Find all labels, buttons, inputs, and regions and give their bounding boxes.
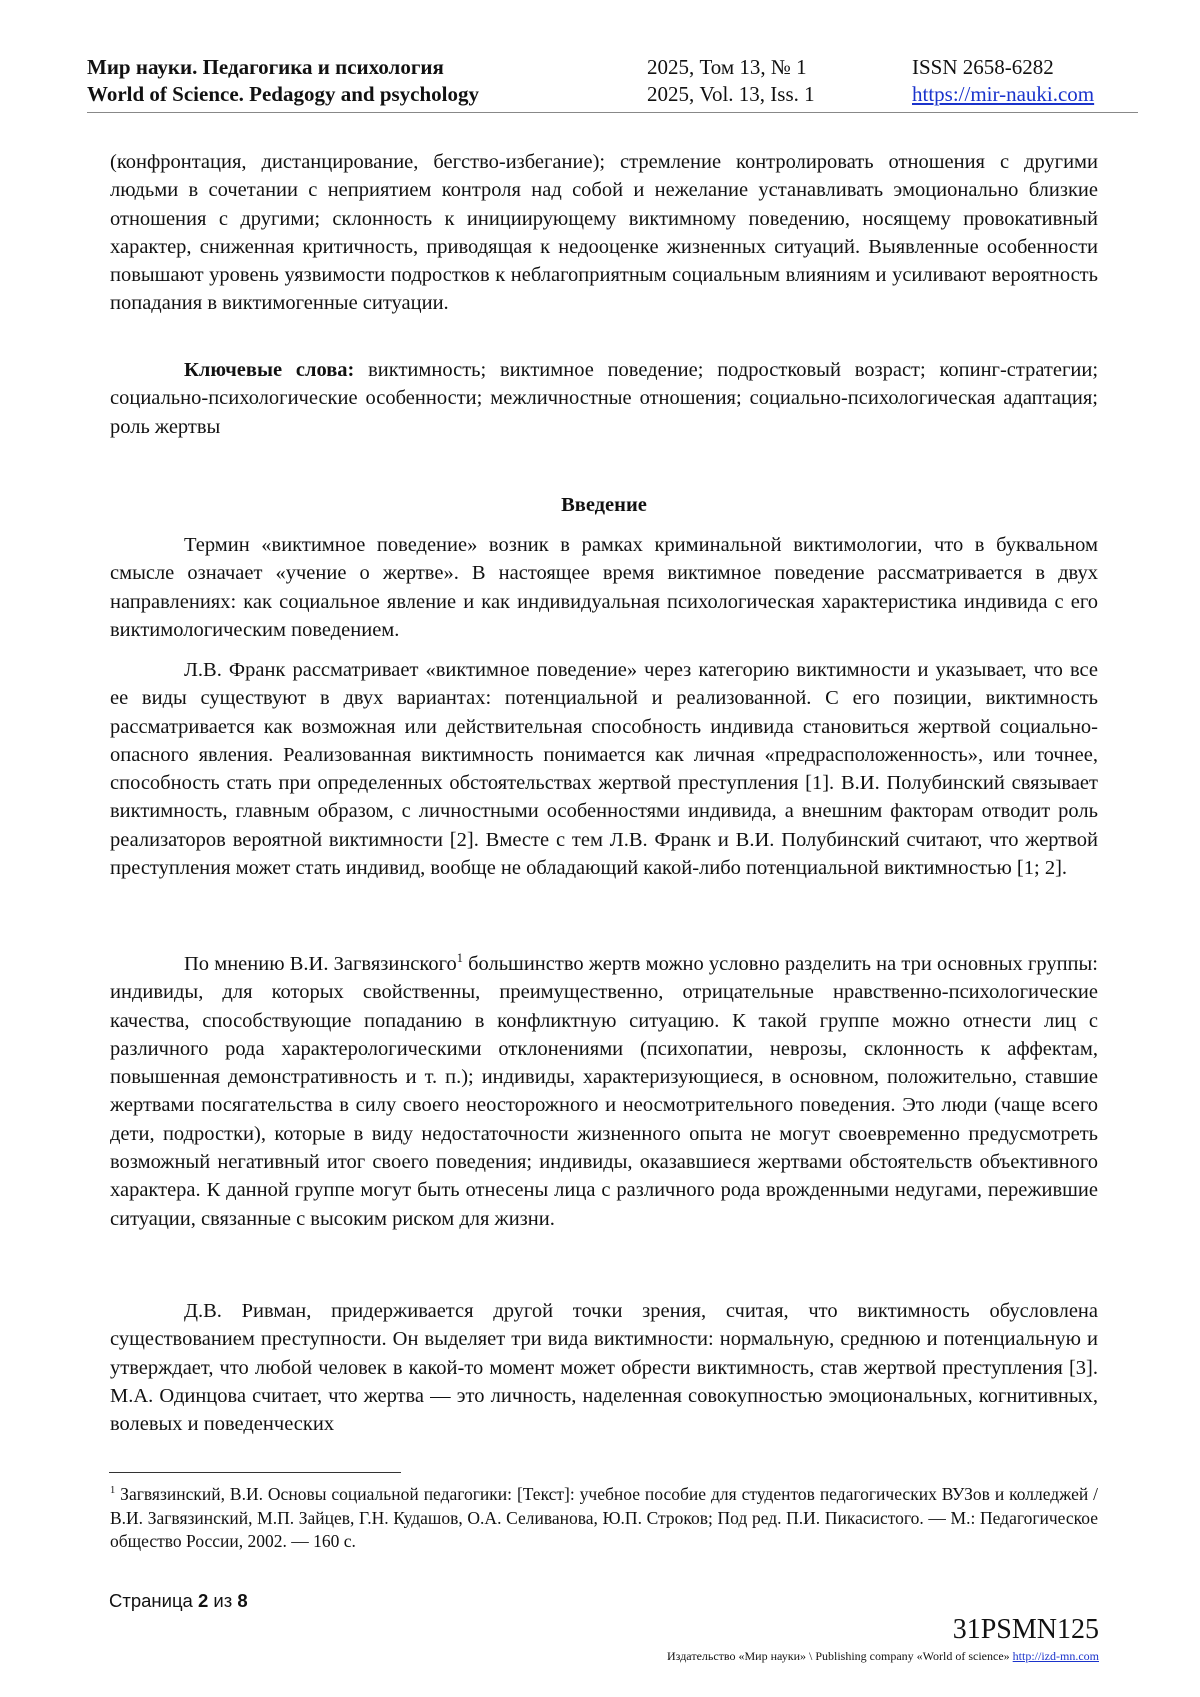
paragraph-text: По мнению В.И. Загвязинского (184, 953, 457, 975)
publisher-text: Издательство «Мир науки» \ Publishing company «World of science» (667, 1649, 1013, 1663)
issue-info (647, 54, 815, 108)
keywords-label: Ключевые слова: (184, 359, 355, 381)
footnote-mark: 1 (110, 1485, 116, 1497)
issue-ru: 2025, Том 13, № 1 (647, 55, 807, 79)
issn: ISSN 2658-6282 (912, 55, 1054, 79)
footnote (110, 1483, 1098, 1554)
journal-site-link[interactable]: https://mir-nauki.com (912, 82, 1095, 106)
header-divider (87, 112, 1138, 113)
journal-title-ru: Мир науки. Педагогика и психология (87, 55, 444, 79)
page-number (109, 1590, 248, 1612)
paragraph-text: большинство жертв можно условно разделить на три основных группы: индивиды, для которых свойственны, преимущественно, отрицательные нравственно-психологические качества, способствующие попаданию в конфликтную ситуацию. К такой группе можно отнести лиц с различного рода характерологическими отклонениями (психопатии, неврозы, склонность к аффектам, повышенная демонстративность и т. п.); индивиды, характеризующиеся, в основном, положительно, ставшие жертвами посягательства в силу своего неосторожного и неосмотрительного поведения. Это люди (чаще всего дети, подростки), которые в виду недостаточности жизненного опыта не могут своевременно предусмотреть возможный негативный итог своего поведения; индивиды, оказавшиеся жертвами обстоятельств объективного характера. К данной группе могут быть отнесены лица с различного рода врожденными недугами, пережившие ситуации, связанные с высоким риском для жизни. (110, 953, 1098, 1230)
issue-en: 2025, Vol. 13, Iss. 1 (647, 82, 815, 106)
publisher-line (667, 1649, 1099, 1664)
page-prefix: Страница (109, 1590, 198, 1611)
keywords (110, 356, 1098, 441)
footnote-divider (109, 1472, 401, 1473)
paragraph-rivman: Д.В. Ривман, придерживается другой точки зрения, считая, что виктимность обусловлена существованием преступности. Он выделяет три вида виктимности: нормальную, среднюю и потенциальную и утверждает, что любой человек в какой-то момент может обрести виктимность, став жертвой преступления [3]. М.А. Одинцова считает, что жертва — это личность, наделенная совокупностью эмоциональных, когнитивных, волевых и поведенческих (110, 1300, 1098, 1436)
journal-title (87, 54, 479, 108)
abstract-tail: (конфронтация, дистанцирование, бегство-избегание); стремление контролировать отношения с другими людьми в сочетании с неприятием контроля над собой и нежелание устанавливать эмоционально близкие отношения с другими; склонность к инициирующему виктимному поведению, носящему провокативный характер, сниженная критичность, приводящая к недооценке жизненных ситуаций. Выявленные особенности повышают уровень уязвимости подростков к неблагоприятным социальным влияниям и усиливают вероятность попадания в виктимогенные ситуации. (110, 151, 1098, 315)
paragraph-zagvyazinsky (110, 950, 1098, 1233)
keywords-text: виктимность; виктимное поведение; подростковый возраст; копинг-стратегии; социально-психологические особенности; межличностные отношения; социально-психологическая адаптация; роль жертвы (110, 359, 1099, 438)
issn-block (912, 54, 1094, 108)
article-code: 31PSMN125 (952, 1614, 1099, 1645)
publisher-link[interactable]: http://izd-mn.com (1012, 1649, 1099, 1663)
paragraph-intro: Термин «виктимное поведение» возник в рамках криминальной виктимологии, что в буквальном смысле означает «учение о жертве». В настоящее время виктимное поведение рассматривается в двух направлениях: как социальное явление и как индивидуальная психологическая характеристика индивида с его виктимологическим поведением. (110, 534, 1098, 641)
page-sep: из (208, 1590, 238, 1611)
journal-title-en: World of Science. Pedagogy and psychology (87, 82, 480, 106)
page-current: 2 (198, 1590, 209, 1611)
section-heading: Введение (561, 494, 647, 516)
footnote-text: Загвязинский, В.И. Основы социальной педагогики: [Текст]: учебное пособие для студентов педагогических ВУЗов и колледжей / В.И. Загвязинский, М.П. Зайцев, Г.Н. Кудашов, О.А. Селиванова, Ю.П. Строков; Под ред. П.И. Пикасистого. — М.: Педагогическое общество России, 2002. — 160 с. (110, 1484, 1098, 1551)
paragraph-frank: Л.В. Франк рассматривает «виктимное поведение» через категорию виктимности и указывает, что все ее виды существуют в двух вариантах: потенциальной и реализованной. С его позиции, виктимность рассматривается как возможная или действительная способность индивида становиться жертвой социально-опасного явления. Реализованная виктимность понимается как личная «предрасположенность», или точнее, способность стать при определенных обстоятельствах жертвой преступления [1]. В.И. Полубинский связывает виктимность, главным образом, с личностными особенностями индивида, а внешним факторам отводит роль реализаторов вероятной виктимности [2]. Вместе с тем Л.В. Франк и В.И. Полубинский считают, что жертвой преступления может стать индивид, вообще не обладающий какой-либо потенциальной виктимностью [1; 2]. (110, 659, 1098, 880)
footnote-reference[interactable]: 1 (456, 951, 463, 966)
page-total: 8 (237, 1590, 248, 1611)
